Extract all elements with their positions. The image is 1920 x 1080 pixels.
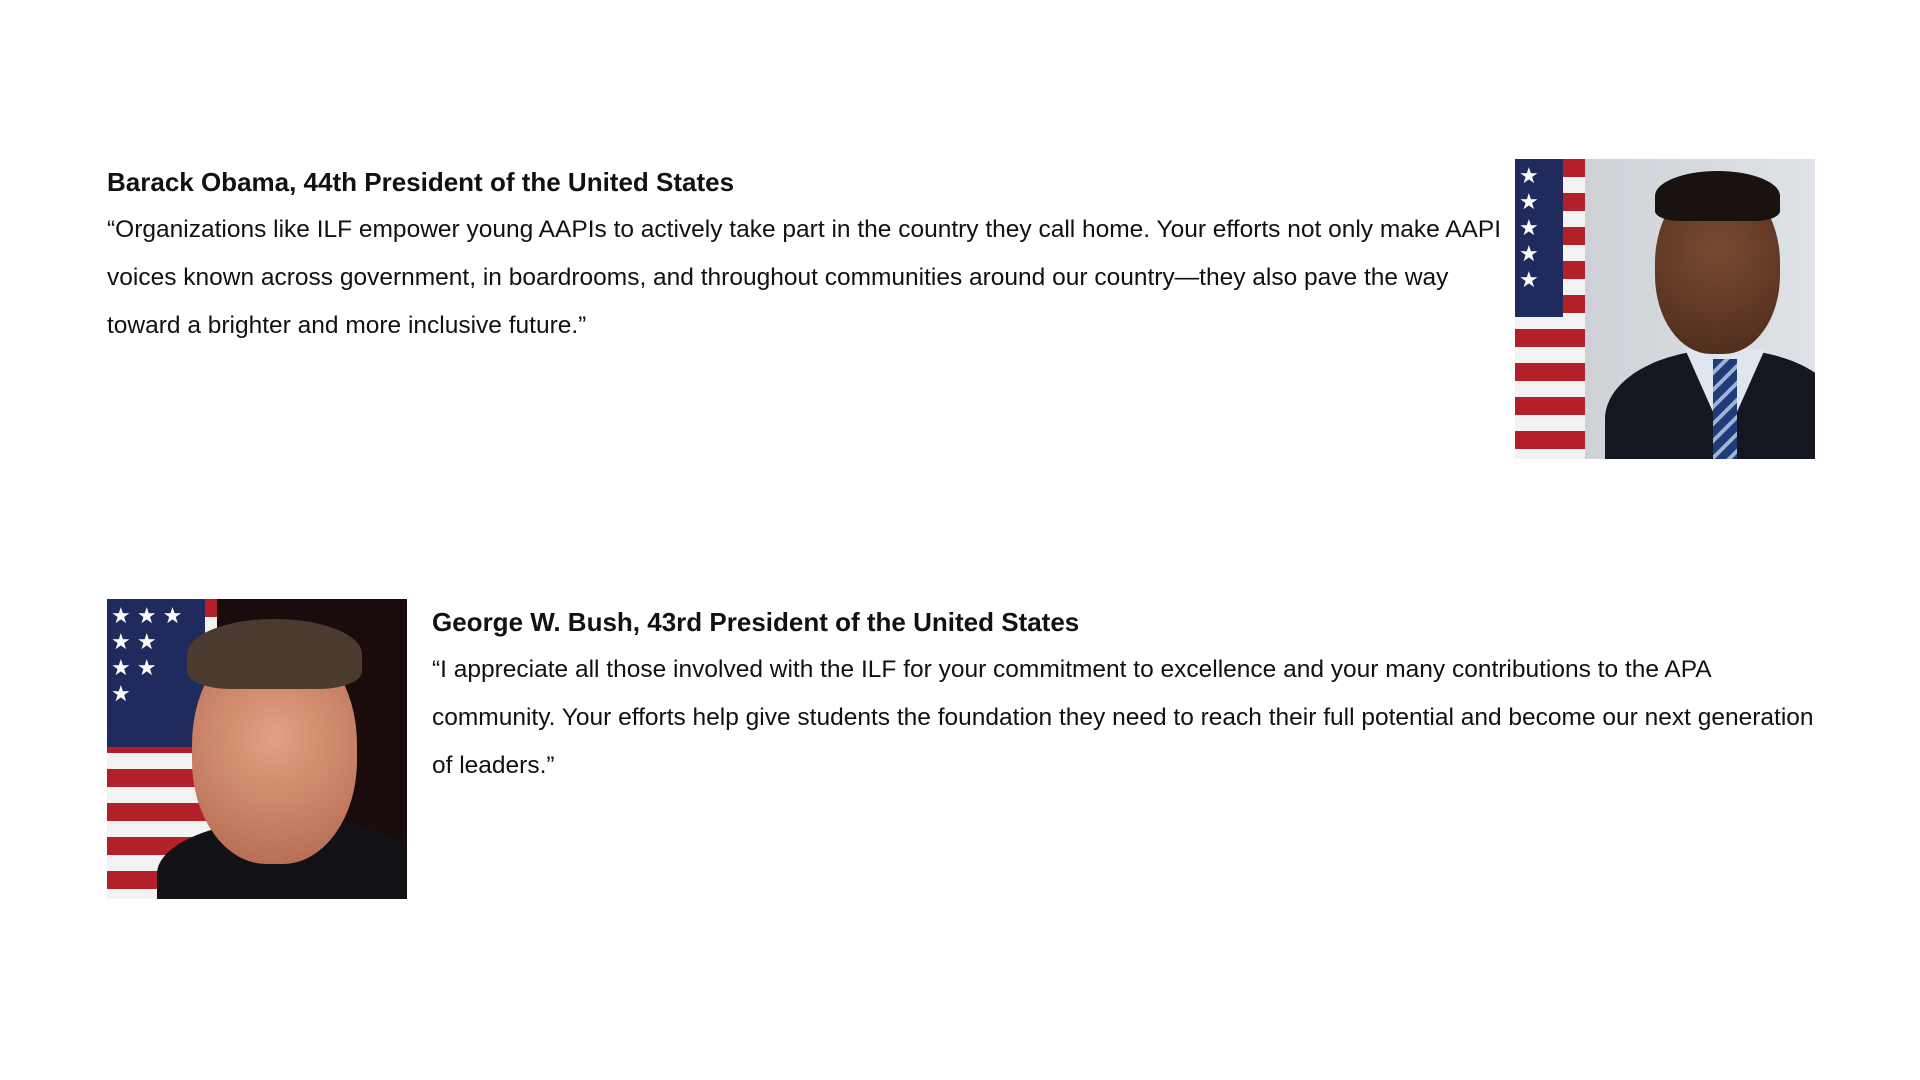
flag-stars: ★ ★ ★ ★ ★ ★ ★ ★ [107,599,205,747]
testimonial-author: Barack Obama, 44th President of the United States [107,167,735,197]
flag-stars: ★ ★ ★ ★ ★ [1515,159,1563,317]
obama-portrait [1515,159,1815,459]
testimonial-bush [432,598,1832,790]
testimonial-quote: “Organizations like ILF empower young AAPIs to actively take part in the country they call home. Your efforts not only make AAPI voices known across government, in boardrooms, and throughout communities around our country—they also pave the way toward a brighter and more inclusive future.” [107,216,1502,339]
testimonial-author: George W. Bush, 43rd President of the United States [432,607,1080,637]
hair-shape [187,619,362,689]
hair-shape [1655,171,1780,221]
testimonial-obama [107,158,1502,350]
testimonial-quote: “I appreciate all those involved with the ILF for your commitment to excellence and your many contributions to the APA community. Your efforts help give students the foundation they need to reach their full potential and become our next generation of leaders.” [432,656,1814,779]
tie-shape [1713,359,1737,459]
bush-portrait [107,599,407,899]
